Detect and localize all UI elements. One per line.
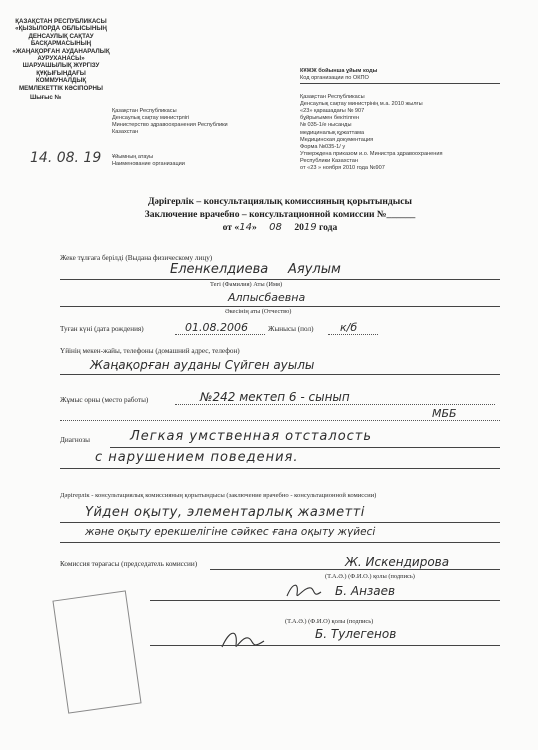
sex-value: к/б [340,321,358,334]
address-label: Үйінің мекен-жайы, телефоны (домашний адрес, телефон) [60,347,240,355]
issued-to-label: Жеке тұлғаға берілді (Выдана физическому лицу) [60,254,213,262]
signature-1 [285,578,325,602]
stamp-line: «ҚЫЗЫЛОРДА ОБЛЫСЫНЫҢ [15,25,107,33]
sex-label: Жынысы (пол) [268,325,314,333]
chair-label: Комиссия төрағасы (председатель комиссии) [60,560,198,568]
date-year: 19 [303,222,317,233]
stamp-line: МЕМЛЕКЕТТІК КӘСІПОРНЫ [19,84,103,92]
header-line: № 035-1/е нысанды [300,122,352,129]
date-prefix: от « [222,222,240,233]
date-mid: » [251,222,260,233]
conclusion-line-1 [60,522,500,523]
title-ru-text: Заключение врачебно – консультационной комиссии № [144,209,387,220]
header-line: бұйрығымен бекітілген [300,115,360,122]
work-line [175,404,495,405]
header-line: Қазақстан Республикасы [300,94,365,101]
patronymic-value: Алпысбаевна [228,291,306,304]
header-line: Денсаулық сақтау министрінің м.а. 2010 жылғы [300,101,423,108]
member-1-line [150,600,500,601]
address-value: Жаңақорған ауданы Сүйген ауылы [90,358,315,372]
ministry-line: Қазақстан Республикасы [112,108,177,114]
conclusion-value-1: Үйден оқыту, элементарлық жазметті [85,505,365,520]
header-line: от «23 » ноября 2010 года №907 [300,165,385,172]
date-day: 14 [239,222,252,233]
title-date [150,222,410,234]
stamp-date: 14. 08. 19 [30,150,102,166]
member-2-line [150,645,500,646]
header-line: Республики Казахстан [300,157,358,164]
stamp-line: «ЖАҢАҚОРҒАН АУДАНАРАЛЫҚ [12,47,110,55]
stamp-outgoing-number: Шығыс № [30,94,62,102]
name-value: Аяулым [288,262,341,277]
member-1-name: Б. Анзаев [335,584,396,598]
ministry-block [112,108,228,168]
conclusion-line-2 [60,542,500,543]
header-line: Медицинская документация [300,136,374,143]
ministry-line: Денсаулық сақтау министрлігі [112,115,190,121]
stamp-line: БАСҚАРМАСЫНЫҢ [30,40,92,48]
sex-line [328,334,378,335]
patronymic-line [60,306,500,307]
stamp-line: ШАРУАШЫЛЫҚ ЖҮРГІЗУ [22,62,100,70]
date-month: 08 [269,222,282,233]
chair-name: Ж. Искендирова [345,555,450,569]
sign-caption-2: (Т.А.Ә.) (Ф.И.О) қолы (подпись) [285,618,374,625]
work-line-2 [60,420,500,421]
seal-stamp [52,590,141,713]
ministry-line: Министерство здравоохранения Республики [112,122,228,128]
address-line [60,374,500,375]
date-suffix: года [319,222,338,233]
chair-line [210,569,500,570]
title-kz: Дәрігерлік – консультациялық комиссияның қорытындысы [147,196,413,207]
patronymic-caption: Әкесінің аты (Отчество) [225,308,292,315]
okpo-label-kz: КҰЖЖ бойынша ұйым коды [300,68,378,74]
header-line: Утверждена приказом и.о. Министра здравоохранения [300,150,443,157]
work-value-2: МББ [432,407,457,420]
work-label: Жұмыс орны (место работы) [60,396,149,404]
header-line: медициналық құжаттама [300,129,365,136]
ministry-line: Казахстан [112,129,139,135]
signature-2 [220,627,268,653]
conclusion-value-2: және оқыту ерекшелігіне сәйкес ғана оқыту жүйесі [85,526,376,538]
diagnosis-line-1 [110,447,500,448]
sign-caption-1: (Т.А.Ә.) (Ф.И.О.) қолы (подпись) [325,573,415,580]
surname-value: Еленкелдиева [170,262,269,277]
work-value: №242 мектеп 6 - сынып [200,390,350,404]
diagnosis-label: Диагнозы [60,436,90,444]
conclusion-label: Дәрігерлік - консультациялық комиссияның қорытындысы (заключение врачебно - консультационной комиссии) [60,492,377,499]
okpo-label-ru: Код организации по ОКПО [300,75,500,84]
stamp-line: КОММУНАЛДЫҚ [35,77,87,85]
birth-line [175,334,265,335]
stamp-line: ҚАЗАҚСТАН РЕСПУБЛИКАСЫ [15,18,107,25]
year-prefix: 20 [294,222,304,233]
stamp-line: АУРУХАНАСЫ» [37,55,85,63]
org-name-label: Ұйымның атауы [112,154,154,160]
title-ru: Заключение врачебно – консультационной комиссии №______ [144,209,416,220]
member-2-name: Б. Тулегенов [315,627,397,641]
birth-label: Туған күні (дата рождения) [60,325,144,333]
header-line: Форма №035-1/ у [300,143,346,150]
seal-graphic [54,592,128,620]
birth-value: 01.08.2006 [185,321,248,334]
stamp-line: ҚҰҚЫҒЫНДАҒЫ [36,69,86,77]
diagnosis-value-2: с нарушением поведения. [95,450,299,465]
org-name-label-ru: Наименование организации [112,161,185,167]
organization-stamp [12,18,110,158]
header-line: «23» қарашадағы № 907 [300,108,365,115]
diagnosis-line-2 [60,468,500,469]
stamp-line: ДЕНСАУЛЫҚ САҚТАУ [28,32,94,40]
form-header-box [300,68,500,172]
name-caption: Тегі (Фамилия) Аты (Имя) [210,281,283,288]
diagnosis-value-1: Легкая умственная отсталость [130,429,373,444]
name-line [60,279,500,280]
